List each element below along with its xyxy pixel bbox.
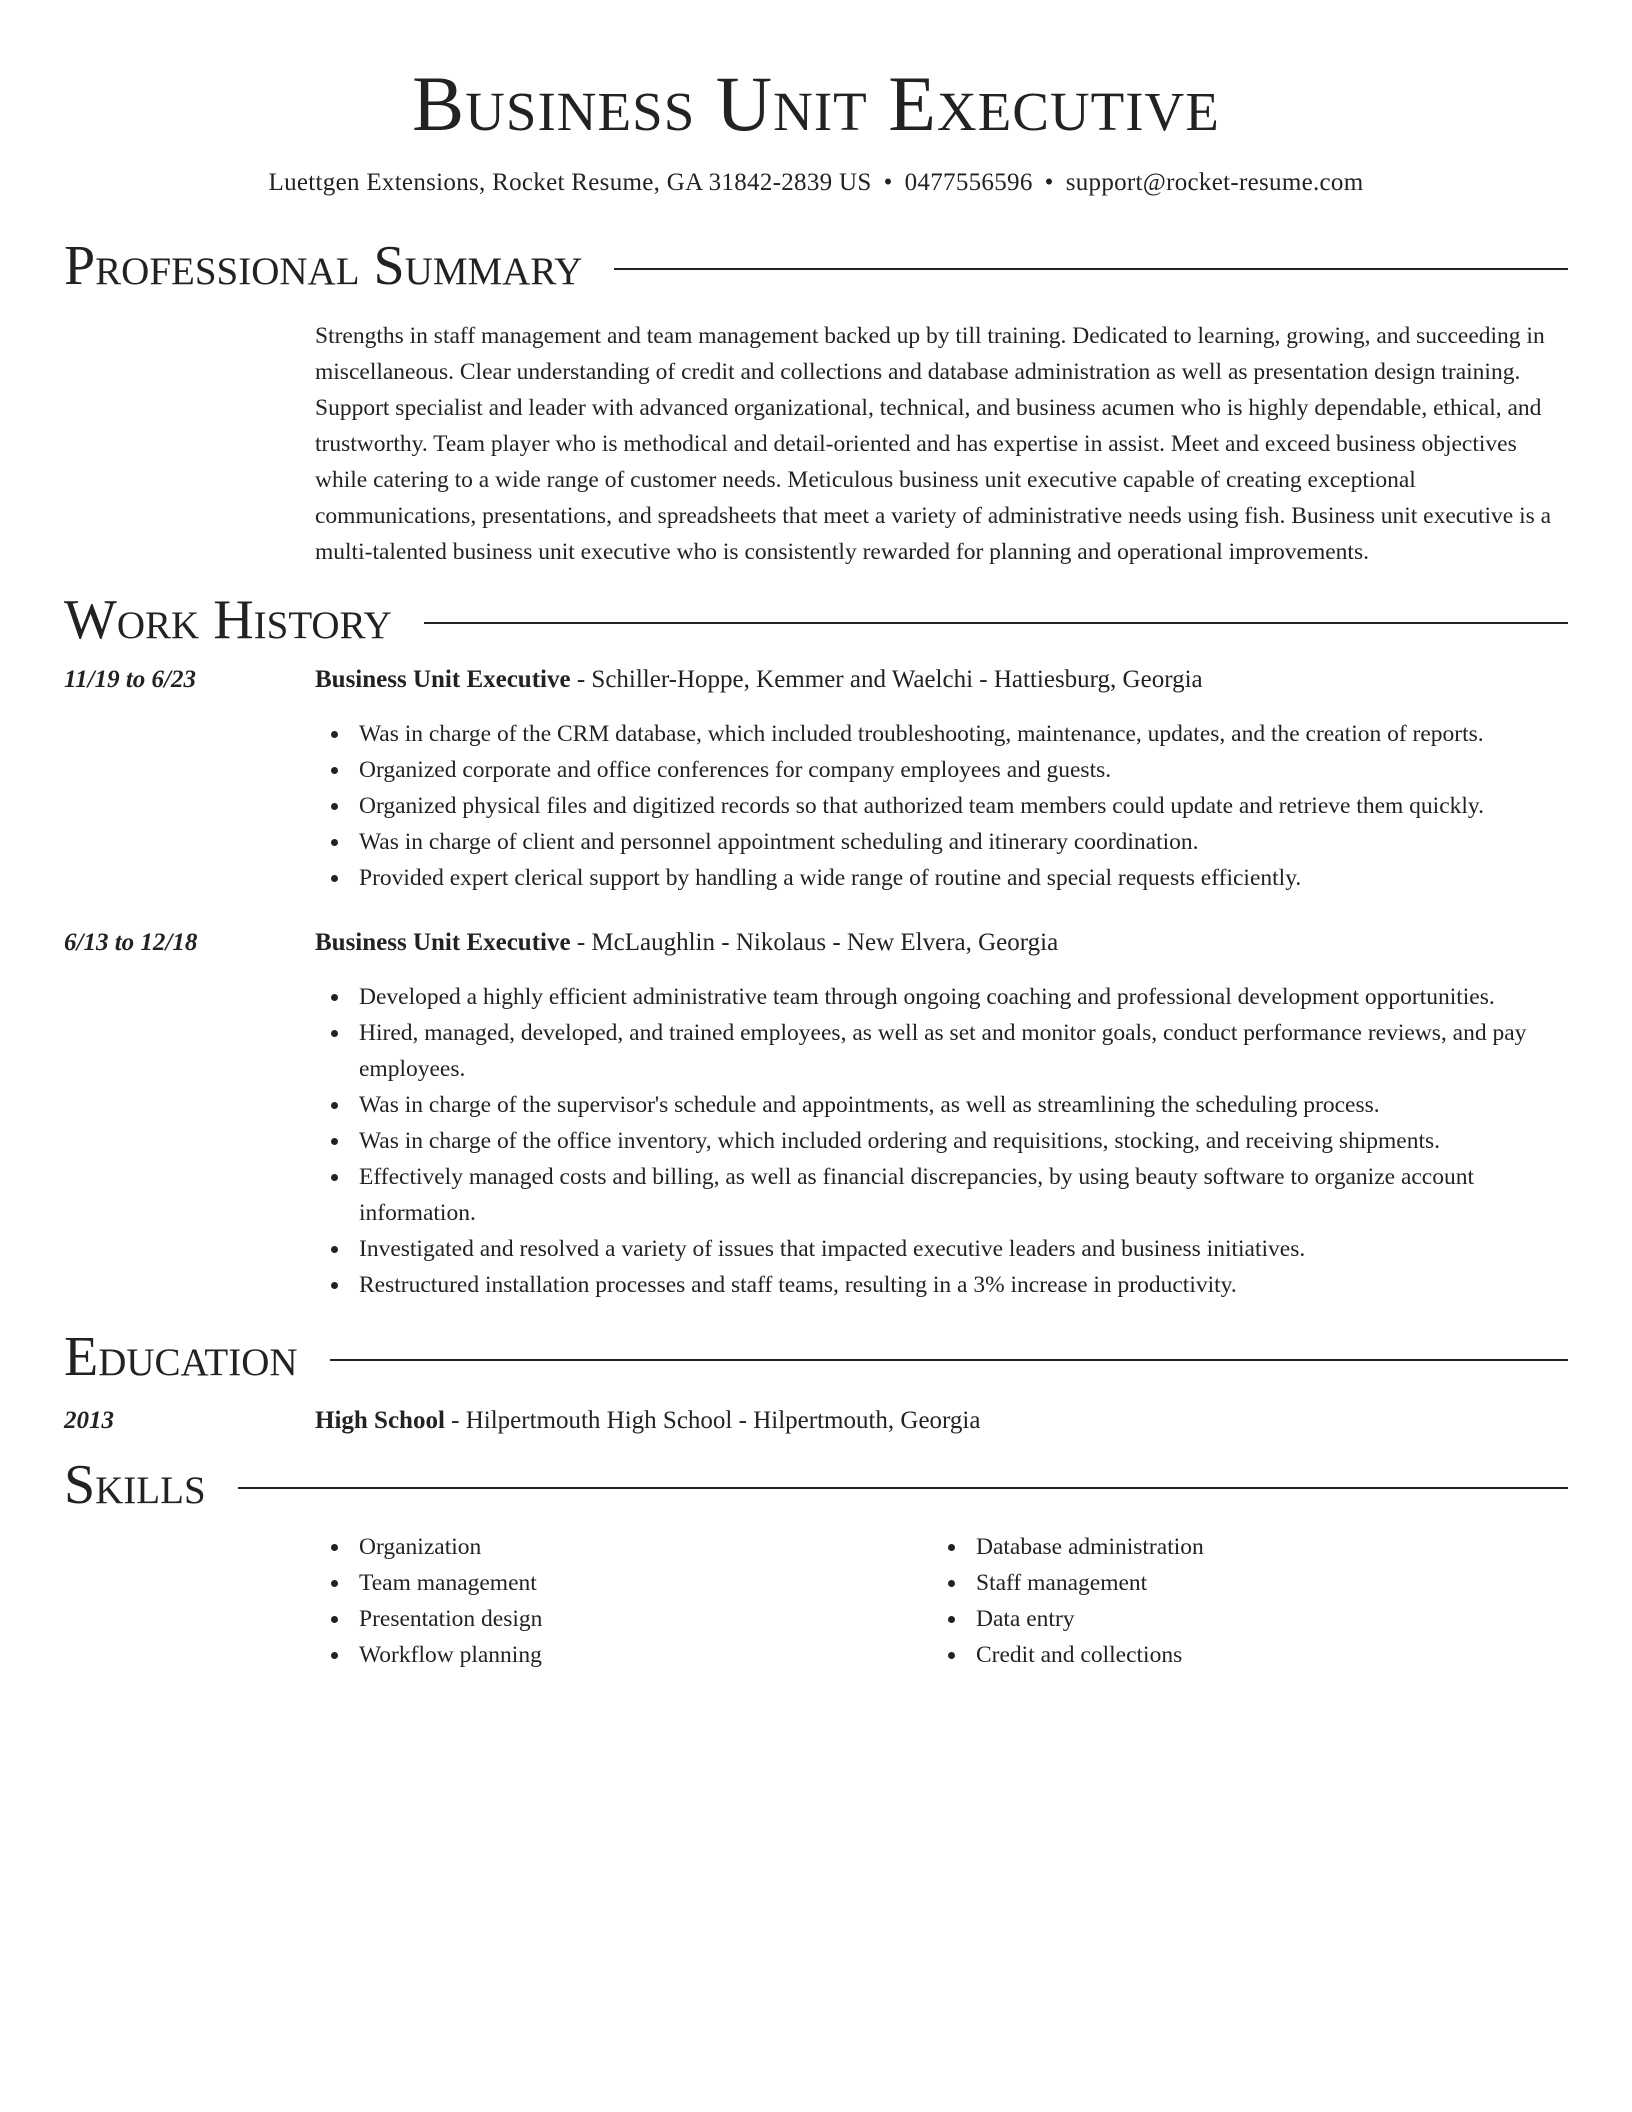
- job-entry: [64, 662, 1568, 896]
- skill-item: Database administration: [932, 1529, 1549, 1565]
- education-heading-line: [315, 1403, 1568, 1439]
- job-dates: 6/13 to 12/18: [64, 929, 198, 956]
- skills-list-left: [315, 1529, 932, 1673]
- job-bullet: Organized physical files and digitized records so that authorized team members could update and retrieve them quickly.: [315, 788, 1568, 824]
- education-year: 2013: [64, 1407, 114, 1434]
- job-bullet: Organized corporate and office conferences for company employees and guests.: [315, 752, 1568, 788]
- education-heading: Education: [64, 1326, 298, 1388]
- skills-list-right: [932, 1529, 1549, 1673]
- summary-row: [64, 318, 1568, 570]
- skills-section-header: [64, 1455, 1568, 1515]
- job-heading: [315, 662, 1568, 698]
- skill-item: Credit and collections: [932, 1637, 1549, 1673]
- resume-name-heading: Business Unit Executive: [412, 60, 1220, 147]
- education-details: - Hilpertmouth High School - Hilpertmouth, Georgia: [444, 1407, 981, 1434]
- job-bullet: Investigated and resolved a variety of issues that impacted executive leaders and business initiatives.: [315, 1231, 1568, 1267]
- job-bullet: Provided expert clerical support by handling a wide range of routine and special requests efficiently.: [315, 860, 1568, 896]
- job-details: - Schiller-Hoppe, Kemmer and Waelchi - Hattiesburg, Georgia: [570, 666, 1203, 693]
- section-divider: [238, 1487, 1568, 1489]
- summary-text: Strengths in staff management and team management backed up by till training. Dedicated to learning, growing, and succeeding in miscellaneous. Clear understanding of credit and collections and database administration as well as presentation design training. Support specialist and leader with advanced organizational, technical, and business acumen who is highly dependable, ethical, and trustworthy. Team player who is methodical and detail-oriented and has expertise in assist. Meet and exceed business objectives while catering to a wide range of customer needs. Meticulous business unit executive capable of creating exceptional communications, presentations, and spreadsheets that meet a variety of administrative needs using fish. Business unit executive is a multi-talented business unit executive who is consistently rewarded for planning and operational improvements.: [315, 323, 1552, 565]
- job-bullet-list: [315, 716, 1568, 896]
- job-bullet: Was in charge of the CRM database, which included troubleshooting, maintenance, updates, and the creation of reports.: [315, 716, 1568, 752]
- contact-line: [64, 166, 1568, 200]
- contact-phone: 0477556596: [904, 169, 1033, 196]
- job-bullet: Was in charge of client and personnel appointment scheduling and itinerary coordination.: [315, 824, 1568, 860]
- job-bullet-list: [315, 979, 1568, 1303]
- job-title: Business Unit Executive: [315, 929, 571, 956]
- job-bullet: Was in charge of the office inventory, which included ordering and requisitions, stocking, and receiving shipments.: [315, 1123, 1568, 1159]
- job-bullet: Effectively managed costs and billing, as well as financial discrepancies, by using beauty software to organize account information.: [315, 1159, 1568, 1231]
- skill-item: Data entry: [932, 1601, 1549, 1637]
- summary-heading: Professional Summary: [64, 235, 583, 297]
- section-divider: [330, 1359, 1568, 1361]
- section-divider: [614, 268, 1568, 270]
- contact-separator: •: [883, 169, 893, 196]
- skills-grid: [315, 1529, 1568, 1673]
- job-entry: [64, 925, 1568, 1303]
- skill-item: Workflow planning: [315, 1637, 932, 1673]
- contact-address: Luettgen Extensions, Rocket Resume, GA 31842-2839 US: [268, 169, 872, 196]
- skill-item: Organization: [315, 1529, 932, 1565]
- resume-page: [64, 0, 1568, 1673]
- skill-item: Staff management: [932, 1565, 1549, 1601]
- job-details: - McLaughlin - Nikolaus - New Elvera, Georgia: [570, 929, 1059, 956]
- education-degree: High School: [315, 1407, 445, 1434]
- education-entry: [64, 1403, 1568, 1439]
- summary-section-header: [64, 236, 1568, 296]
- section-divider: [424, 622, 1568, 624]
- contact-email[interactable]: support@rocket-resume.com: [1065, 169, 1364, 196]
- skills-row: [64, 1529, 1568, 1673]
- job-bullet: Was in charge of the supervisor's schedule and appointments, as well as streamlining the scheduling process.: [315, 1087, 1568, 1123]
- skills-heading: Skills: [64, 1454, 206, 1516]
- work-history-heading: Work History: [64, 589, 392, 651]
- education-section-header: [64, 1327, 1568, 1387]
- job-title: Business Unit Executive: [315, 666, 571, 693]
- job-bullet: Developed a highly efficient administrative team through ongoing coaching and professional development opportunities.: [315, 979, 1568, 1015]
- job-bullet: Restructured installation processes and staff teams, resulting in a 3% increase in productivity.: [315, 1267, 1568, 1303]
- work-history-section-header: [64, 590, 1568, 650]
- job-heading: [315, 925, 1568, 961]
- job-bullet: Hired, managed, developed, and trained employees, as well as set and monitor goals, conduct performance reviews, and pay employees.: [315, 1015, 1568, 1087]
- job-dates: 11/19 to 6/23: [64, 666, 196, 693]
- contact-separator: •: [1044, 169, 1054, 196]
- skill-item: Presentation design: [315, 1601, 932, 1637]
- skill-item: Team management: [315, 1565, 932, 1601]
